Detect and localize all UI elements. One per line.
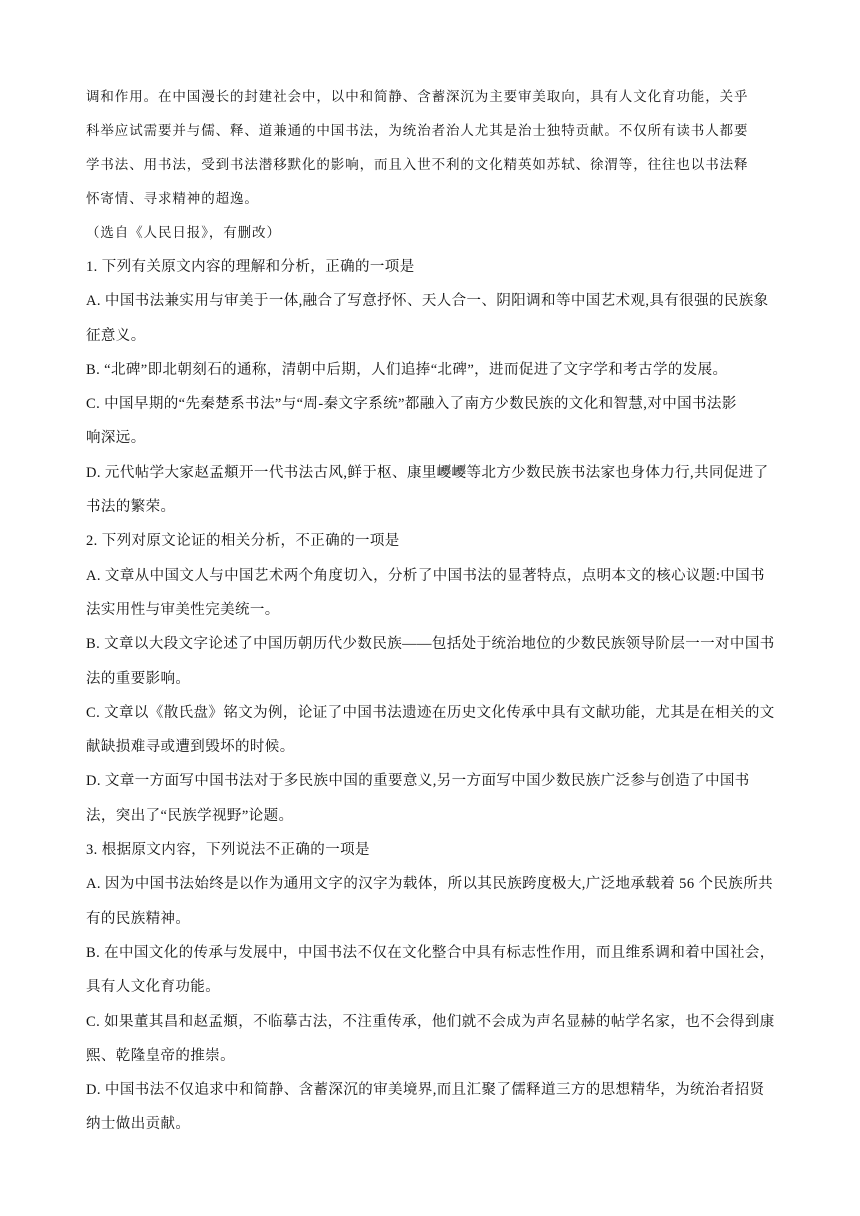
option-line: 具有人文化育功能。 bbox=[86, 979, 221, 996]
passage-line: 怀寄情、寻求精神的超逸。 bbox=[86, 191, 259, 207]
option-line: 征意义。 bbox=[86, 327, 146, 344]
option-line: C. 如果董其昌和赵孟頫，不临摹古法，不注重传承，他们就不会成为声名显赫的帖学名家，也不会得到康 bbox=[86, 1013, 775, 1030]
question-1-option-c bbox=[86, 387, 786, 456]
question-1-option-b bbox=[86, 353, 786, 387]
option-line: D. 文章一方面写中国书法对于多民族中国的重要意义,另一方面写中国少数民族广泛参与创造了中国书 bbox=[86, 773, 750, 790]
option-line: 响深远。 bbox=[86, 430, 146, 447]
passage bbox=[86, 80, 786, 250]
question-1-option-d bbox=[86, 456, 786, 525]
option-line: 法的重要影响。 bbox=[86, 670, 191, 687]
question-line: 2. 下列对原文论证的相关分析，不正确的一项是 bbox=[86, 533, 400, 550]
passage-source: （选自《人民日报》，有删改） bbox=[86, 225, 281, 241]
option-line: 法实用性与审美性完美统一。 bbox=[86, 601, 280, 618]
passage-line: 科举应试需要并与儒、释、道兼通的中国书法，为统治者治人尤其是治士独特贡献。不仅所有读书人都要 bbox=[86, 123, 749, 139]
option-line: A. 因为中国书法始终是以作为通用文字的汉字为载体，所以其民族跨度极大,广泛地承载着 56 个民族所共 bbox=[86, 876, 773, 893]
question-1-option-a bbox=[86, 284, 786, 353]
questions bbox=[86, 250, 786, 1142]
question-3-option-b bbox=[86, 936, 786, 1005]
document-page bbox=[86, 80, 786, 1142]
question-3-stem bbox=[86, 833, 786, 867]
question-3-option-c bbox=[86, 1005, 786, 1074]
option-line: 书法的繁荣。 bbox=[86, 499, 176, 516]
option-line: B. 在中国文化的传承与发展中，中国书法不仅在文化整合中具有标志性作用，而且维系调和着中国社会， bbox=[86, 944, 775, 961]
question-1-stem bbox=[86, 250, 786, 284]
passage-line: 调和作用。在中国漫长的封建社会中，以中和简静、含蓄深沉为主要审美取向，具有人文化育功能，关乎 bbox=[86, 89, 749, 105]
option-line: A. 文章从中国文人与中国艺术两个角度切入，分析了中国书法的显著特点，点明本文的核心议题:中国书 bbox=[86, 567, 765, 584]
question-3-option-d bbox=[86, 1073, 786, 1142]
question-3-option-a bbox=[86, 867, 786, 936]
option-line: A. 中国书法兼实用与审美于一体,融合了写意抒怀、天人合一、阴阳调和等中国艺术观,具有很强的民族象 bbox=[86, 293, 769, 310]
option-line: 纳士做出贡献。 bbox=[86, 1116, 191, 1133]
question-line: 1. 下列有关原文内容的理解和分析，正确的一项是 bbox=[86, 259, 415, 275]
question-2-option-c bbox=[86, 696, 786, 765]
question-2-stem bbox=[86, 524, 786, 558]
option-line: 熙、乾隆皇帝的推崇。 bbox=[86, 1047, 235, 1064]
option-line: B. 文章以大段文字论述了中国历朝历代少数民族——包括处于统治地位的少数民族领导阶层一一对中国书 bbox=[86, 636, 775, 653]
question-2-option-a bbox=[86, 559, 786, 628]
option-line: 献缺损难寻或遭到毁坏的时候。 bbox=[86, 739, 295, 756]
option-line: D. 中国书法不仅追求中和简静、含蓄深沉的审美境界,而且汇聚了儒释道三方的思想精华，为统治者招贤 bbox=[86, 1082, 765, 1099]
option-line: 法，突出了“民族学视野”论题。 bbox=[86, 807, 294, 824]
option-line: D. 元代帖学大家赵孟頫开一代书法古风,鲜于枢、康里巎巎等北方少数民族书法家也身体力行,共同促进了 bbox=[86, 464, 769, 481]
option-line: C. 文章以《散氏盘》铭文为例，论证了中国书法遗迹在历史文化传承中具有文献功能，尤其是在相关的文 bbox=[86, 704, 775, 721]
option-line: C. 中国早期的“先秦楚系书法”与“周-秦文字系统”都融入了南方少数民族的文化和智慧,对中国书法影 bbox=[86, 396, 737, 413]
option-line: 有的民族精神。 bbox=[86, 910, 191, 927]
option-line: B. “北碑”即北朝刻石的通称，清朝中后期，人们追捧“北碑”，进而促进了文字学和考古学的发展。 bbox=[86, 361, 728, 378]
question-2-option-d bbox=[86, 764, 786, 833]
passage-line: 学书法、用书法，受到书法潜移默化的影响，而且入世不利的文化精英如苏轼、徐渭等，往往也以书法释 bbox=[86, 157, 749, 173]
question-line: 3. 根据原文内容，下列说法不正确的一项是 bbox=[86, 842, 370, 859]
question-2-option-b bbox=[86, 627, 786, 696]
